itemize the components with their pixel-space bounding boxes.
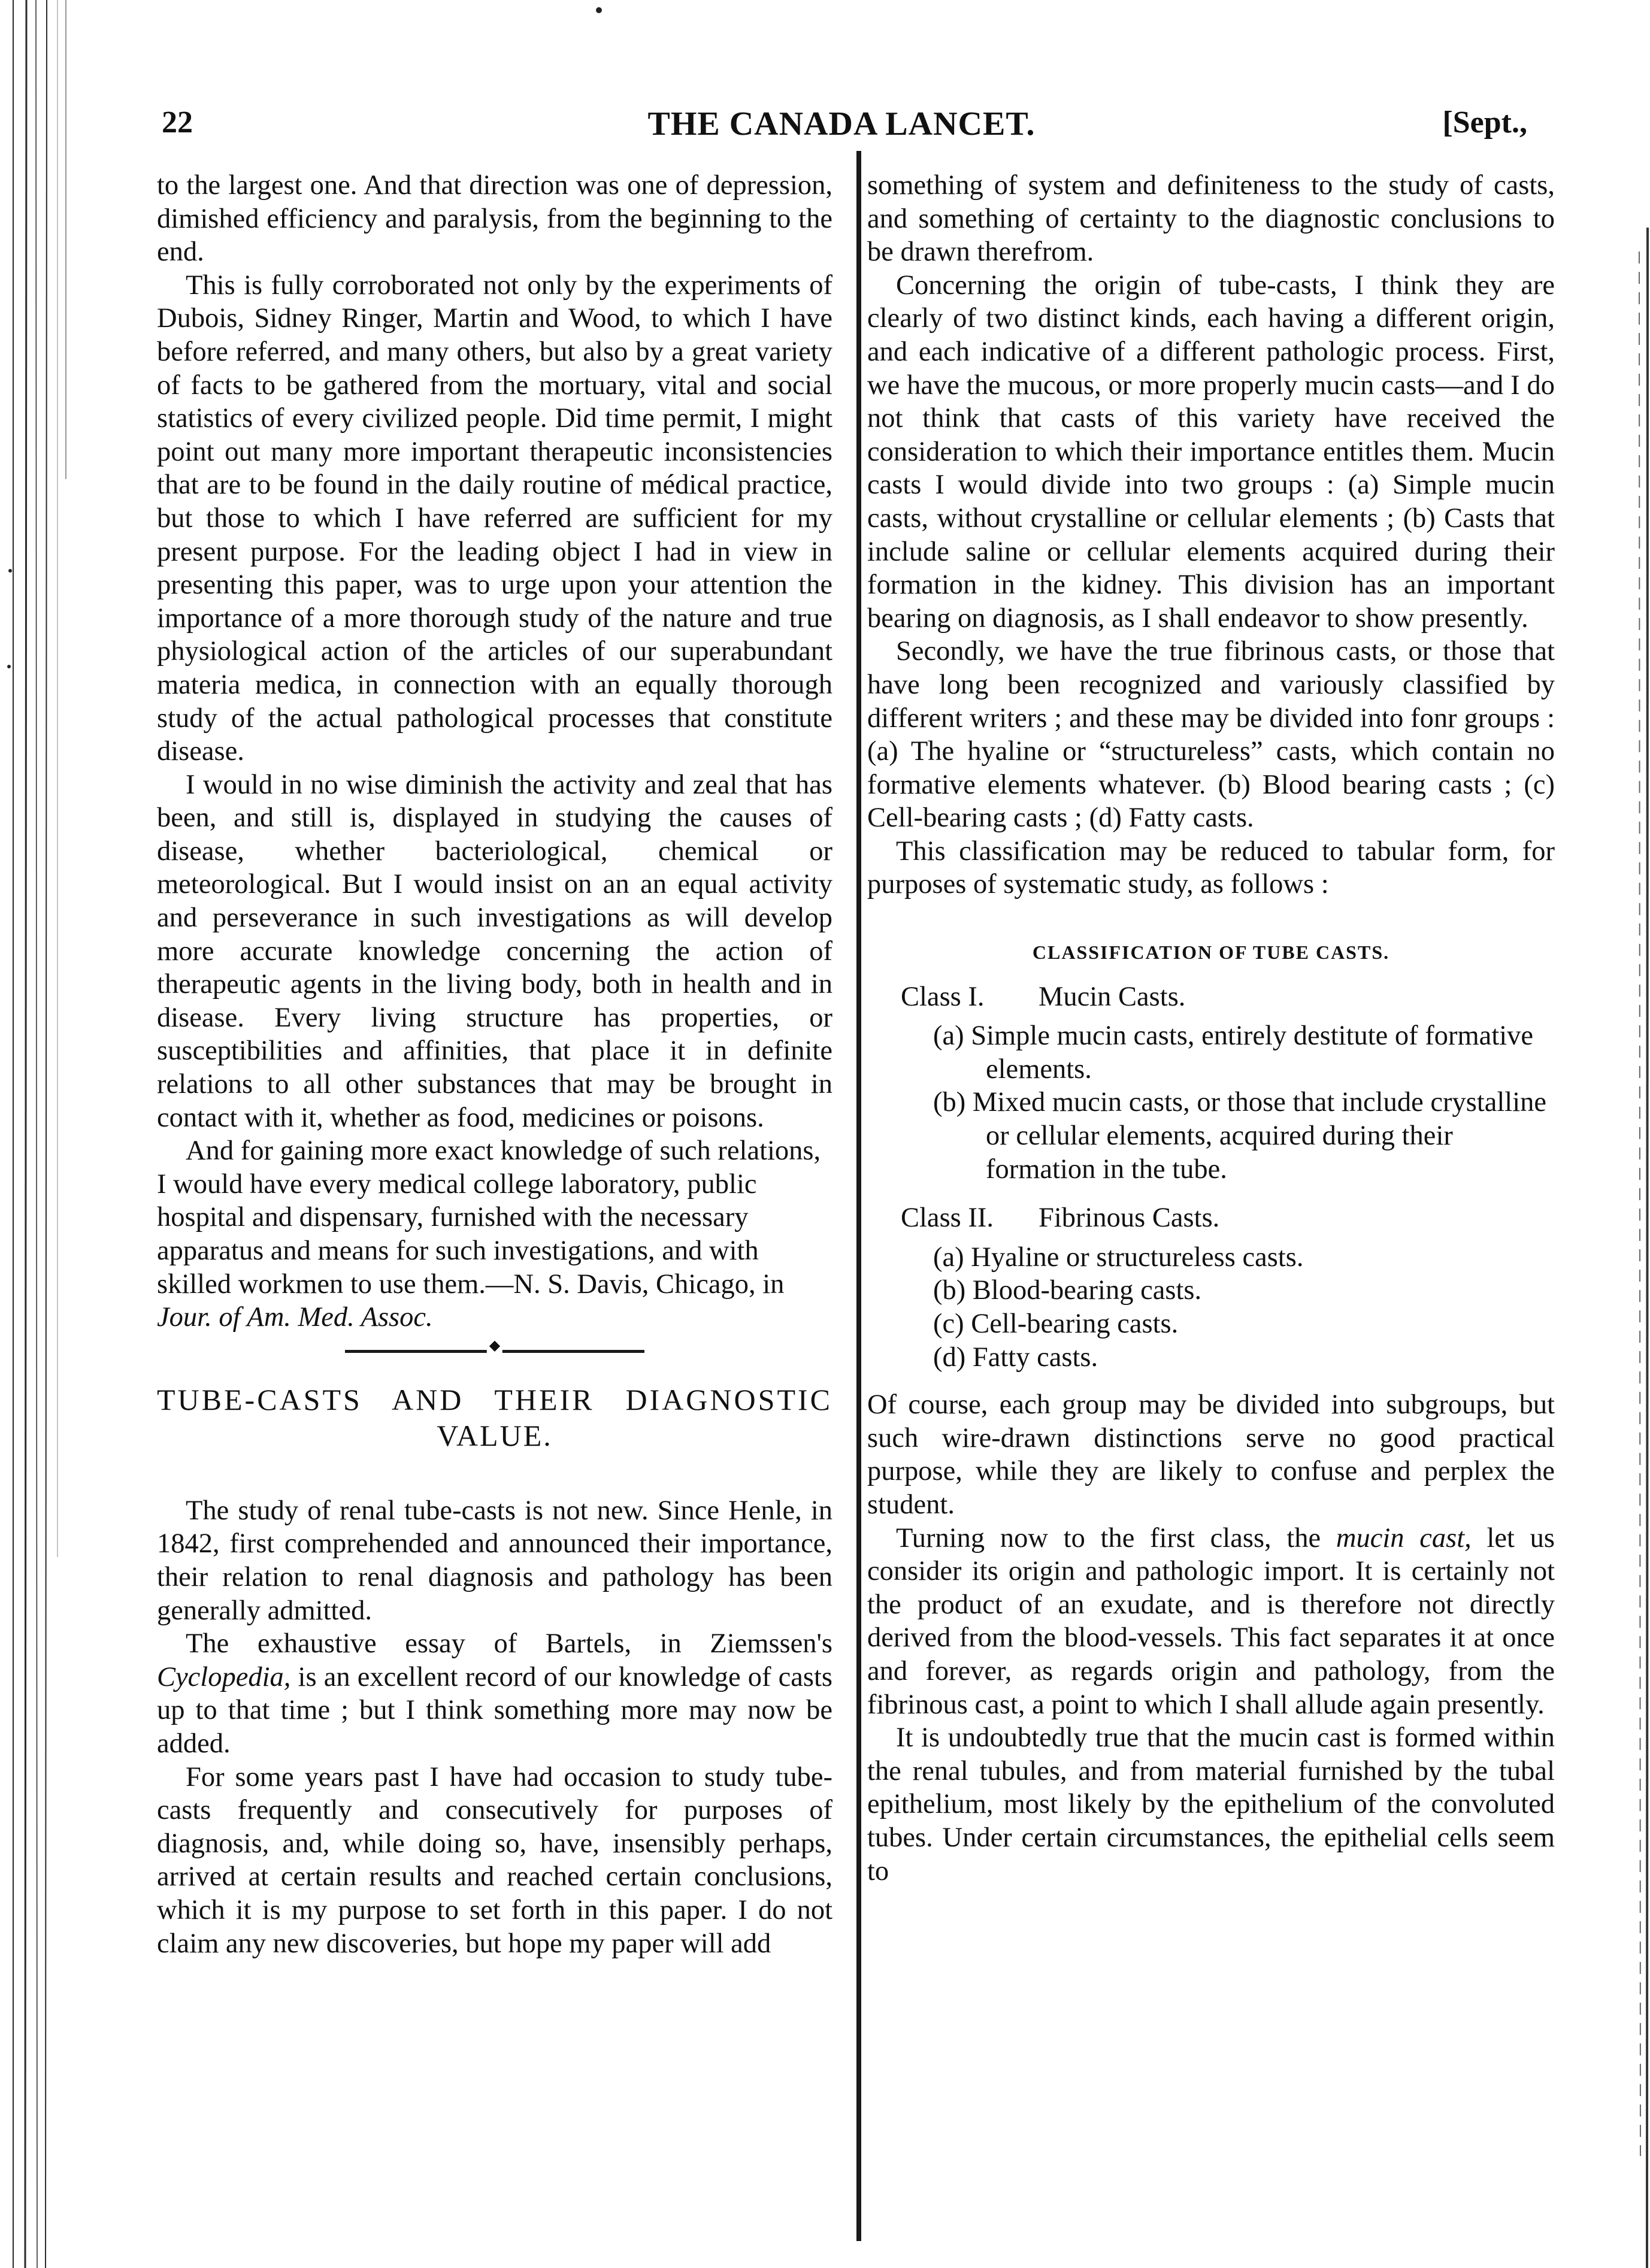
journal-title: THE CANADA LANCET. [647,105,1036,143]
class-item [933,1086,1555,1186]
article-title [157,1382,832,1454]
paragraph [157,1627,832,1760]
paragraph: This classification may be reduced to tabular form, for purposes of systematic study, as follows : [867,835,1555,900]
item-text: Simple mucin casts, entirely destitute of formative elements. [971,1021,1534,1085]
class-label [901,980,1555,1014]
item-letter: (d) [933,1342,966,1373]
paragraph-with-citation [157,1134,832,1334]
item-letter: (c) [933,1309,964,1339]
class-label [901,1201,1555,1235]
paragraph: something of system and definiteness to the study of casts, and something of certainty to the diagnostic conclusions to be drawn therefrom. [867,170,1555,268]
class-number: Class II. [901,1203,994,1234]
italic-term: mucin cast, [1336,1522,1472,1554]
class-name: Fibrinous Casts. [1039,1203,1220,1234]
paragraph: Concerning the origin of tube-casts, I think they are clearly of two distinct kinds, each having a different origin, and each indicative of a different pathologic process. First, we have the mucous, or more properly mucin casts—and I do not think that casts of this variety have received the consideration to which their importance entitles them. Mucin casts I would divide into two groups : (a) Simple mucin casts, without crystalline or cellular elements ; (b) Casts that include saline or cellular elements acquired during their formation in the kidney. This division has an important bearing on diagnosis, as I shall endeavor to show presently. [867,270,1555,634]
section-separator [345,1350,644,1353]
speck [7,665,11,668]
binding-edge-artifact [0,0,78,2268]
item-text: Cell-bearing casts. [971,1309,1179,1339]
paragraph: Of course, each group may be divided into subgroups, but such wire-drawn distinctions serve no good practical purpose, while they are likely to confuse and perplex the student. [867,1389,1555,1520]
paragraph [867,1522,1555,1722]
class-number: Class I. [901,981,985,1012]
article-title-line2: VALUE. [437,1418,553,1452]
italic-title: Cyclopedia, [157,1661,291,1692]
paragraph: This is fully corroborated not only by the experiments of Dubois, Sidney Ringer, Martin and Wood, to which I have before referred, and many others, but also by a great variety of facts to be gathered from the mortuary, vital and social statistics of every civilized people. Did time permit, I might point out many more important therapeutic inconsistencies that are to be found in the daily routine of médical practice, but those to which I have referred are sufficient for my present purpose. For the leading object I had in view in presenting this paper, was to urge upon your attention the importance of a more thorough study of the nature and true physiological action of the articles of our superabundant materia medica, in connection with an equally thorough study of the actual pathological processes that constitute disease. [157,270,832,767]
item-letter: (b) [933,1275,966,1306]
page-number: 22 [162,105,193,140]
paragraph: to the largest one. And that direction was one of depression, dimished efficiency and paralysis, from the beginning to the end. [157,170,832,268]
paragraph-text: The exhaustive essay of Bartels, in Ziemssen's [186,1628,832,1660]
item-text: Mixed mucin casts, or those that include crystalline or cellular elements, acquired during their formation in the tube. [972,1087,1547,1185]
class-item [933,1274,1555,1307]
class-items [867,1019,1555,1186]
left-column [157,169,832,1960]
speck [596,7,602,13]
paragraph: For some years past I have had occasion to study tube-casts frequently and consecutively for purposes of diagnosis, and, while doing so, have, insensibly perhaps, arrived at certain results and reached certain conclusions, which it is my purpose to set forth in this paper. I do not claim any new discoveries, but hope my paper will add [157,1761,832,1959]
paragraph-text: And for gaining more exact knowledge of such relations, I would have every medical college laboratory, public hospital and dispensary, furnished with the necessary apparatus and means for such investigations, and with skilled workmen to use them.—N. S. Davis, Chicago, in [157,1135,821,1300]
paragraph: I would in no wise diminish the activity and zeal that has been, and still is, displayed in studying the causes of disease, whether bacteriological, chemical or meteorological. But I would insist on an an equal activity and perseverance in such investigations as will develop more accurate knowledge concerning the action of therapeutic agents in the living body, both in health and in disease. Every living structure has properties, or susceptibilities and affinities, that place it in definite relations to all other substances that may be brought in contact with it, whether as food, medicines or poisons. [157,769,832,1133]
paragraph-text: let us consider its origin and pathologic import. It is certainly not the product of an exudate, and is therefore not directly derived from the blood-vessels. This fact separates it at once and forever, as regards origin and pathology, from the fibrinous cast, a point to which I shall allude again presently. [867,1522,1555,1720]
issue-date: [Sept., [1442,105,1527,140]
speck [8,569,12,573]
item-letter: (b) [933,1087,966,1118]
class-item [933,1307,1555,1341]
classification-heading: CLASSIFICATION OF TUBE CASTS. [1032,941,1390,964]
column-divider [856,151,861,2241]
class-item [933,1341,1555,1374]
item-letter: (a) [933,1021,964,1052]
article-title-line1: TUBE-CASTS AND THEIR DIAGNOSTIC [157,1382,832,1416]
class-item [933,1019,1555,1086]
class-item [933,1241,1555,1274]
running-header [156,105,1527,147]
right-edge-artifact [1632,0,1650,2268]
paragraph-text: is an excellent record of our knowledge of casts up to that time ; but I think something more may now be added. [157,1661,832,1759]
item-letter: (a) [933,1242,964,1273]
paragraph-text: Turning now to the first class, the [896,1522,1321,1554]
item-text: Fatty casts. [972,1342,1098,1373]
citation-source: Jour. of Am. Med. Assoc. [157,1302,433,1333]
item-text: Blood-bearing casts. [972,1275,1202,1306]
item-text: Hyaline or structureless casts. [971,1242,1304,1273]
class-name: Mucin Casts. [1039,981,1186,1012]
right-column [867,169,1555,1888]
class-items [867,1241,1555,1374]
paragraph: The study of renal tube-casts is not new. Since Henle, in 1842, first comprehended and announced their importance, their relation to renal diagnosis and pathology has been generally admitted. [157,1495,832,1626]
paragraph: Secondly, we have the true fibrinous casts, or those that have long been recognized and variously classified by different writers ; and these may be divided into fonr groups : (a) The hyaline or “structureless” casts, which contain no formative elements whatever. (b) Blood bearing casts ; (c) Cell-bearing casts ; (d) Fatty casts. [867,636,1555,834]
paragraph: It is undoubtedly true that the mucin cast is formed within the renal tubules, and from material furnished by the tubal epithelium, most likely by the epithelium of the convoluted tubes. Under certain circumstances, the epithelial cells seem to [867,1722,1555,1887]
